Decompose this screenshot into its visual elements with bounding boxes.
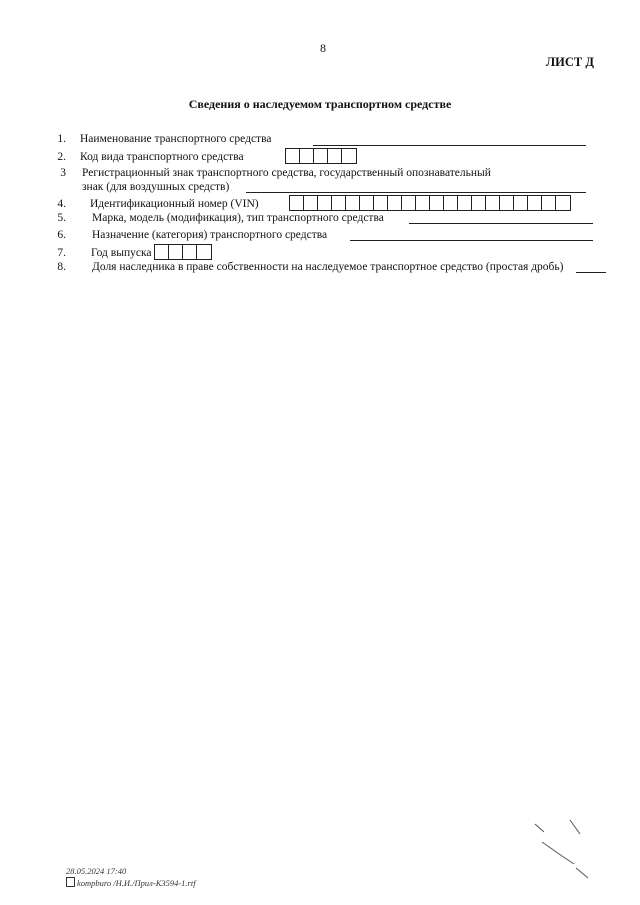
ownership-share-field[interactable] [576, 272, 606, 273]
item-5-number: 5. [57, 212, 66, 224]
registration-plate-field[interactable] [246, 192, 586, 193]
vehicle-type-code-boxes[interactable] [285, 148, 357, 164]
code-box[interactable] [314, 149, 328, 163]
footer-timestamp: 28.05.2024 17:40 [66, 866, 127, 876]
year-box[interactable] [155, 245, 169, 259]
item-7-number: 7. [57, 247, 66, 259]
vin-box[interactable] [360, 196, 374, 210]
footer-file-text: kompburo /Н.И./Прил-К3594-1.rtf [77, 878, 196, 888]
item-2-label: Код вида транспортного средства [80, 151, 244, 163]
footer-file-path [66, 877, 196, 888]
item-4-number: 4. [57, 198, 66, 210]
item-8-number: 8. [57, 261, 66, 273]
vin-box[interactable] [416, 196, 430, 210]
item-6-number: 6. [57, 229, 66, 241]
vin-box[interactable] [304, 196, 318, 210]
item-3-label: Регистрационный знак транспортного средства, государственный опознавательный [82, 167, 491, 179]
year-box[interactable] [183, 245, 197, 259]
vin-box[interactable] [318, 196, 332, 210]
vin-box[interactable] [486, 196, 500, 210]
make-model-field[interactable] [409, 223, 593, 224]
vin-box[interactable] [528, 196, 542, 210]
vin-box[interactable] [374, 196, 388, 210]
item-1-label: Наименование транспортного средства [80, 133, 272, 145]
vin-box[interactable] [346, 196, 360, 210]
item-1-number: 1. [57, 133, 66, 145]
signature-mark [530, 812, 600, 882]
vin-box[interactable] [556, 196, 570, 210]
vin-box[interactable] [458, 196, 472, 210]
item-5-label: Марка, модель (модификация), тип транспортного средства [92, 212, 384, 224]
code-box[interactable] [328, 149, 342, 163]
vin-box[interactable] [444, 196, 458, 210]
item-8-label: Доля наследника в праве собственности на наследуемое транспортное средство (простая дробь) [92, 261, 564, 273]
vehicle-category-field[interactable] [350, 240, 593, 241]
item-3-label-continued: знак (для воздушных средств) [82, 181, 230, 193]
item-4-label: Идентификационный номер (VIN) [90, 198, 259, 210]
vin-box[interactable] [542, 196, 556, 210]
file-icon [66, 877, 75, 887]
vin-box[interactable] [290, 196, 304, 210]
code-box[interactable] [342, 149, 356, 163]
item-6-label: Назначение (категория) транспортного средства [92, 229, 328, 241]
year-box[interactable] [169, 245, 183, 259]
vin-box[interactable] [430, 196, 444, 210]
vin-box[interactable] [388, 196, 402, 210]
code-box[interactable] [286, 149, 300, 163]
vin-box[interactable] [402, 196, 416, 210]
year-boxes[interactable] [154, 244, 212, 260]
vehicle-name-field[interactable] [313, 145, 586, 146]
item-7-label: Год выпуска [91, 247, 152, 259]
item-3-number: 3 [60, 167, 66, 179]
code-box[interactable] [300, 149, 314, 163]
sheet-label: ЛИСТ Д [545, 55, 594, 69]
vin-box[interactable] [500, 196, 514, 210]
item-2-number: 2. [57, 151, 66, 163]
vin-boxes[interactable] [289, 195, 571, 211]
page-number: 8 [320, 41, 326, 55]
year-box[interactable] [197, 245, 211, 259]
vin-box[interactable] [472, 196, 486, 210]
vin-box[interactable] [514, 196, 528, 210]
vin-box[interactable] [332, 196, 346, 210]
form-title: Сведения о наследуемом транспортном средстве [188, 97, 452, 111]
